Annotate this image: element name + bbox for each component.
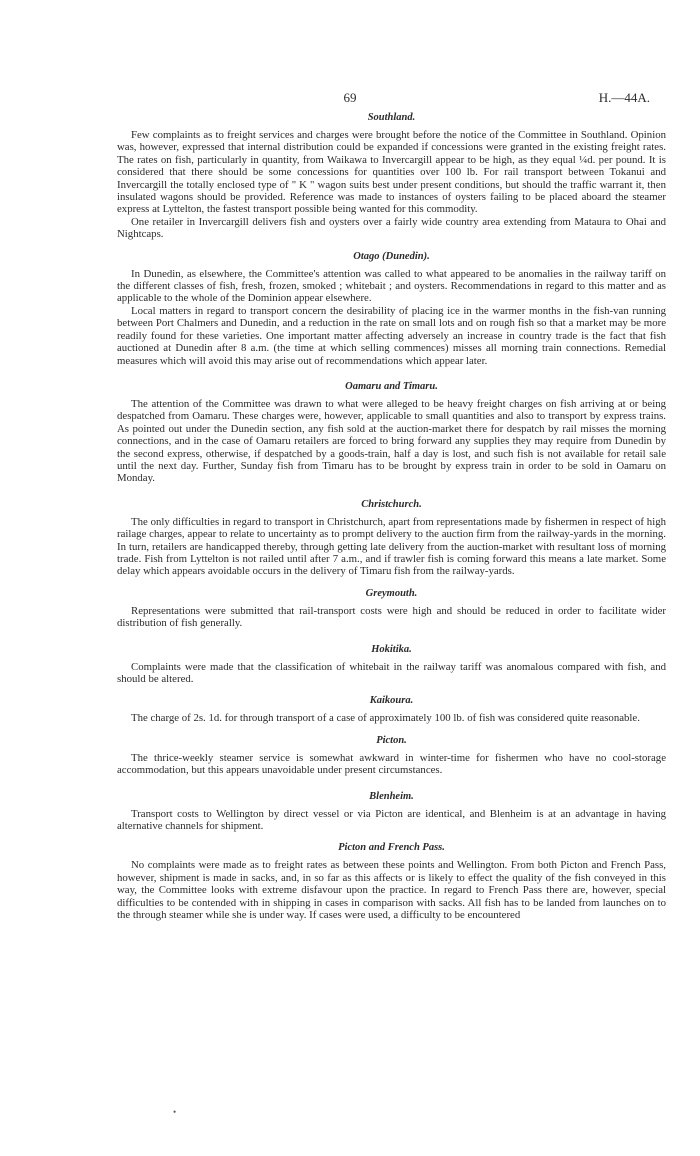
section-title: Picton and French Pass. bbox=[338, 842, 445, 854]
section-title: Greymouth. bbox=[365, 587, 418, 599]
section-title: Otago (Dunedin). bbox=[353, 250, 430, 262]
section-title: Oamaru and Timaru. bbox=[345, 380, 438, 392]
paragraph: Complaints were made that the classification of whitebait in the railway tariff was anomalous compared with fish, and should be altered. bbox=[117, 660, 666, 685]
page-number: 69 bbox=[343, 90, 357, 105]
paragraph: One retailer in Invercargill delivers fish and oysters over a fairly wide country area extending from Mataura to Ohai and Nightcaps. bbox=[117, 215, 666, 241]
paragraph: The charge of 2s. 1d. for through transport of a case of approximately 100 lb. of fish was considered quite reasonable. bbox=[131, 712, 640, 725]
section-otago bbox=[117, 250, 666, 367]
stray-mark: • bbox=[173, 1107, 177, 1117]
paragraph: The attention of the Committee was drawn to what were alleged to be heavy freight charges on fish arriving at or being despatched from Oamaru. These charges were, however, applicable to small quantities and also to transport by express trains. As pointed out under the Dunedin section, any fish sold at the auction-market there for despatch by rail misses the morning connections, and in the case of Oamaru retailers are forced to bring forward any supplies they may require from Dunedin by the second express, otherwise, if despatched by a goods-train, half a day is lost, and such fish is not available for retail sale until the next day. Further, Sunday fish from Timaru has to be brought by express train in order to be sold in Oamaru on Monday. bbox=[117, 397, 666, 485]
section-title: Blenheim. bbox=[369, 790, 414, 802]
paragraph: Local matters in regard to transport concern the desirability of placing ice in the warmer months in the fish-van running between Port Chalmers and Dunedin, and a reduction in the rate on small lots and on rough fish so that a market may be more readily found for these varieties. One important matter affecting adversely an increase in country trade is the fact that fish auctioned at Dunedin after 8 a.m. (the time at which selling commences) misses all morning train connections. Remedial measures which will avoid this may arise out of recommendations which appear later. bbox=[117, 304, 666, 367]
section-title: Hokitika. bbox=[371, 643, 412, 655]
paragraph: Few complaints as to freight services and charges were brought before the notice of the Committee in Southland. Opinion was, however, expressed that internal distribution could be expanded if concessions were granted in the existing freight rates. The rates on fish, particularly in quantity, from Waikawa to Invercargill appear to be high, as they equal ¼d. per pound. It is considered that there should be some concessions for quantities over 100 lb. For rail transport between Tokanui and Invercargill the totally enclosed type of " K " wagon suits best under present conditions, but should the traffic warrant it, then insulated wagons should be provided. Reference was made to instances of oysters failing to be placed aboard the steamer express at Lyttelton, the fastest transport possible being wanted for this commodity. bbox=[117, 129, 666, 216]
section-title: Christchurch. bbox=[361, 498, 422, 510]
paragraph: In Dunedin, as elsewhere, the Committee's attention was called to what appeared to be anomalies in the railway tariff on the different classes of fish, fresh, frozen, smoked ; whitebait ; and oysters. Recommendations in regard to this matter and as applicable to the whole of the Dominion appear elsewhere. bbox=[117, 267, 666, 305]
section-hokitika bbox=[117, 643, 666, 686]
section-picton bbox=[117, 734, 666, 777]
section-title: Southland. bbox=[367, 112, 416, 123]
paragraph: Transport costs to Wellington by direct vessel or via Picton are identical, and Blenheim is at an advantage in having alternative channels for shipment. bbox=[117, 807, 666, 833]
section-title: Picton. bbox=[376, 734, 407, 746]
section-oamaru-timaru bbox=[117, 380, 666, 485]
document-reference: H.—44A. bbox=[598, 90, 650, 105]
section-southland bbox=[117, 111, 666, 241]
section-blenheim bbox=[117, 790, 666, 833]
section-christchurch bbox=[117, 498, 666, 578]
section-title: Kaikoura. bbox=[369, 695, 414, 707]
paragraph: The thrice-weekly steamer service is somewhat awkward in winter-time for fishermen who have no cool-storage accommodation, but this appears unavoidable under present circumstances. bbox=[117, 751, 666, 777]
section-picton-french-pass bbox=[117, 841, 666, 921]
paragraph: The only difficulties in regard to transport in Christchurch, apart from representations made by fishermen in respect of high railage charges, appear to relate to uncertainty as to prompt delivery to the auction firm from the railway-yards in the morning. In turn, retailers are handicapped thereby, through getting late delivery from the auction-market with resultant loss of morning trade. Fish from Lyttelton is not railed until after 7 a.m., and if trawler fish is coming forward this means a late market. Some delay which appears avoidable occurs in the delivery of Timaru fish from the railway-yards. bbox=[117, 515, 666, 578]
page-body bbox=[117, 111, 666, 921]
paragraph: Representations were submitted that rail-transport costs were high and should be reduced in order to facilitate wider distribution of fish generally. bbox=[117, 604, 666, 630]
section-greymouth bbox=[117, 587, 666, 630]
section-kaikoura bbox=[117, 694, 666, 724]
paragraph: No complaints were made as to freight rates as between these points and Wellington. From both Picton and French Pass, however, shipment is made in sacks, and, in so far as this affects or is likely to effect the quality of the fish conveyed in this way, the Committee looks with extreme disfavour upon the practice. In regard to French Pass there are, however, special difficulties to be contended with in shipping in cases in comparison with sacks. All fish has to be landed from launches on to the through steamer while she is under way. If cases were used, a difficulty to be encountered bbox=[117, 859, 666, 922]
